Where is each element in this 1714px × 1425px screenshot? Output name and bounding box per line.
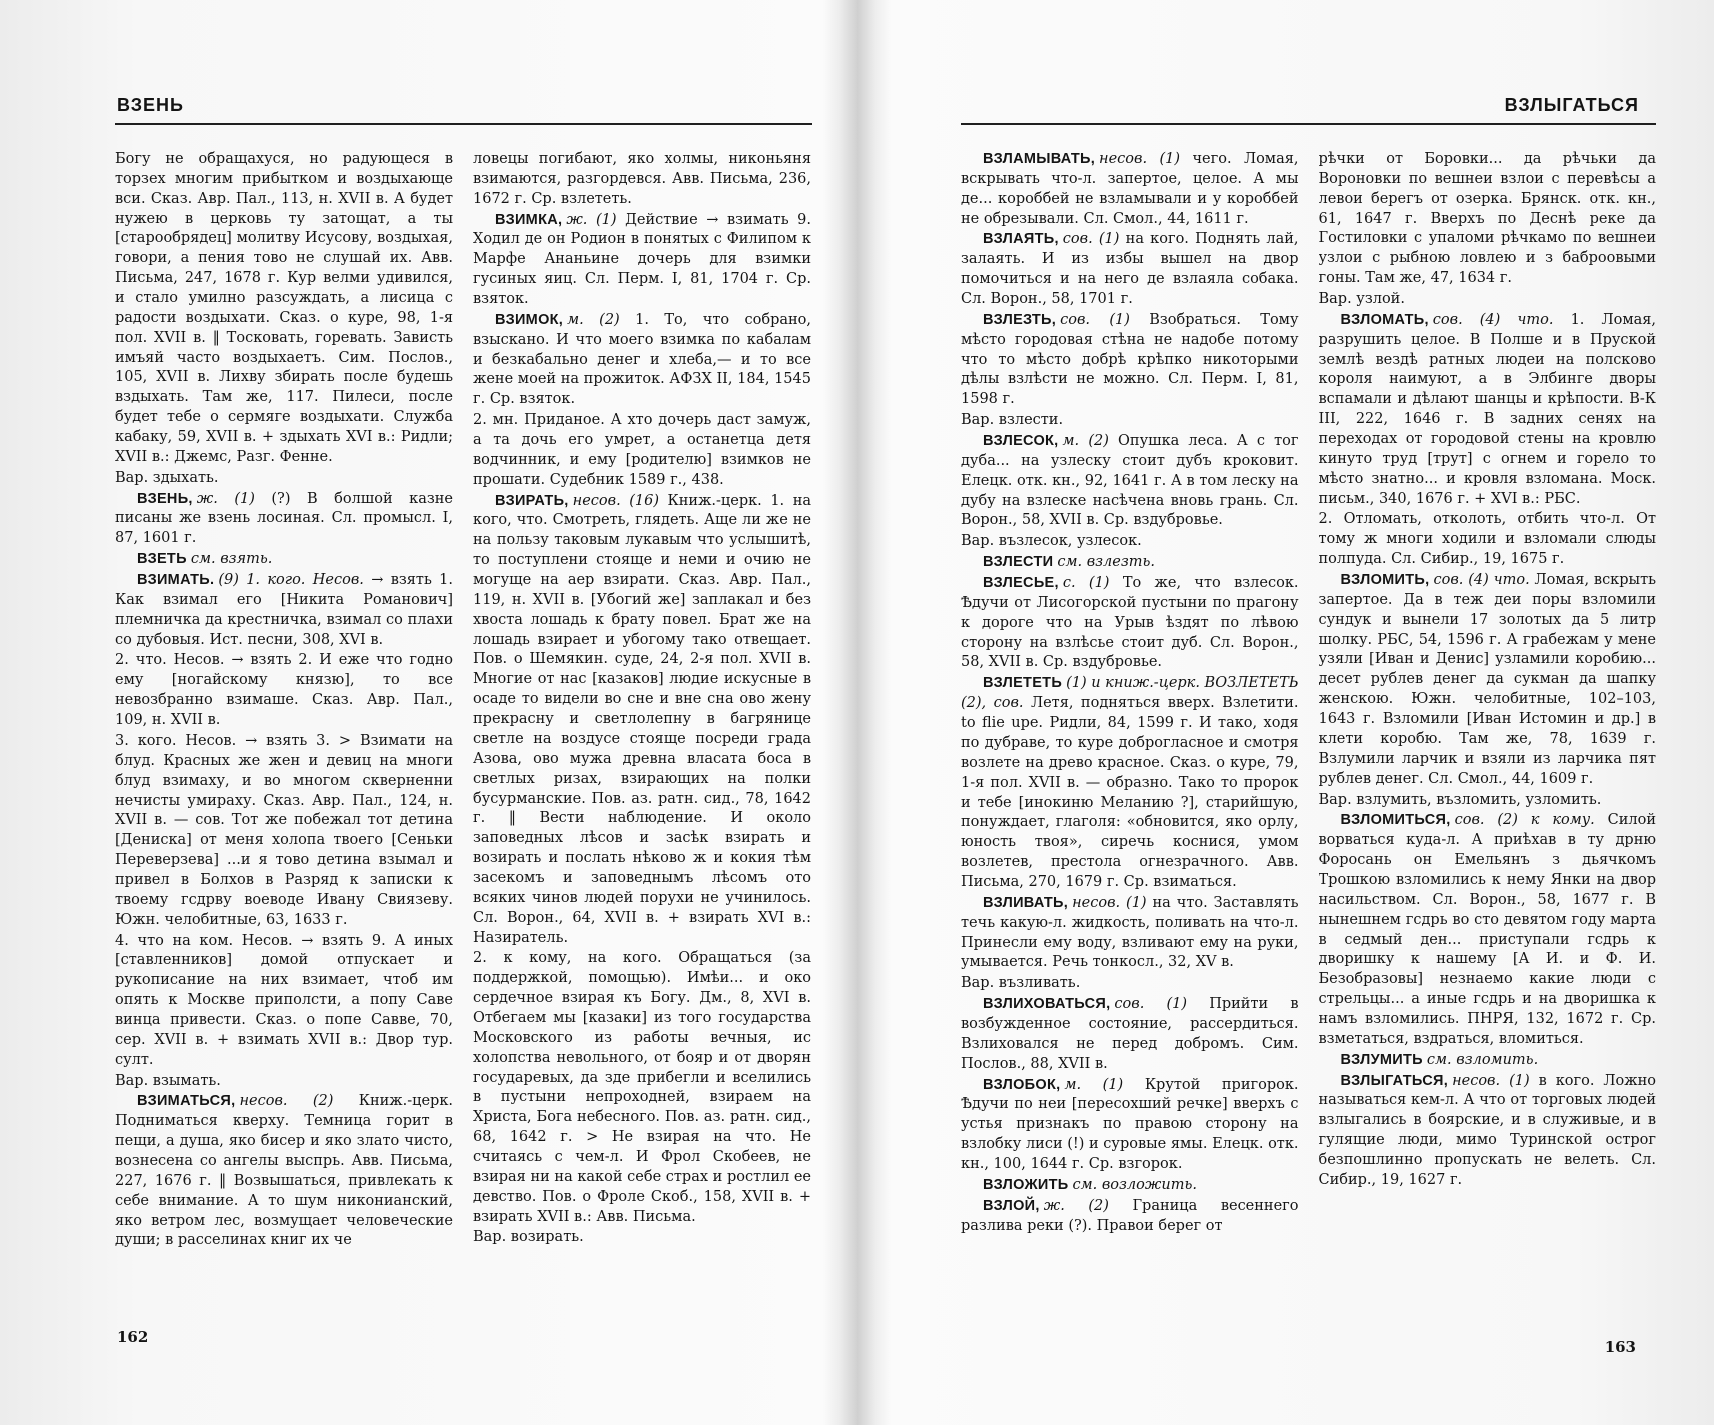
grammar-label: сов. (1) [1114,996,1188,1013]
entry-continuation [1319,150,1657,289]
grammar-label: несов. (16) [572,492,659,509]
headword: ВЗИМКА, [495,211,563,228]
grammar-label: несов. (1) [1452,1072,1530,1089]
headword: ВЗЛЕЗТЬ, [983,311,1057,328]
entry-text: Книж.-церк. Подниматься кверху. Темница горит в пещи, а душа, яко бисер и яко злато чисто, вознесена со ангелы выспрь. Авв. Письма, 227, 1676 г. ‖ Возвышаться, привлекать к себе внимание. А то шум никонианский, яко ветром лес, возмущает человеческие души; в расселинах книг их че [115,1093,453,1249]
headword: ВЗЛОЙ, [983,1197,1040,1214]
entry-continuation [1319,791,1657,811]
entry-continuation [115,932,453,1071]
headword: ВЗЛЫГАТЬСЯ, [1340,1072,1449,1089]
entry-text: Вар. возирать. [473,1229,584,1246]
dictionary-entry [473,311,811,410]
entry-continuation [961,411,1299,431]
entry-text: Книж.-церк. 1. на кого, что. Смотреть, глядеть. Аще ли же не на пользу таковым лукавым что услышитѣ, то поступлени стояще и неми и очию не могуще на аер взирати. Сказ. Авр. Пал., 119, н. XVII в. [Убогий же] заплакал и без хвоста лошадь к брату повел. Брат же на лошадь взирает и убогому тако отвещает. Пов. о Шемякин. суде, 24, 2-я пол. XVII в. Многие от нас [казаков] людие искусные в осаде то видели во сне и вне сна ово жену прекрасну и светлолепну в багрянице светле на воздусе стояще посреди града Азова, ово мужа древна власата боса в светлых ризах, взирающих на полки бусурманские. Пов. аз. ратн. сид., 78, 1642 г. ‖ Вести наблюдение. И около заповедных лѣсов и засѣк взирать и возирать и послать нѣково ж и кокия тѣм засекомъ и заповеднымъ лѣсомъ ото всяких чинов людей порухи не учинилось. Сл. Ворон., 64, XVII в. + взирать XVI в.: Назиратель. [473,492,811,946]
grammar-label: ж. (1) [566,211,617,228]
entry-text: 2. к кому, на кого. Обращаться (за поддержкой, помощью). Имѣи... и око сердечное взирая къ Богу. Дм., 8, XVI в. Отбегаем мы [казаки] из того государства Московского из работы вечныя, ис холопства невольного, от бояр и от дворян государевых, да зде прибегли и вселились в пустыни непроходней, взираем на Христа, Бога небесного. Пов. аз. ратн. сид., 68, 1642 г. > Не взирая на что. Не считаясь с чем-л. И Фрол Скобеев, не взирая ни на какой себе страх и ростлил ее девство. Пов. о Фроле Скоб., 158, XVII в. + взирать XVII в.: Авв. Письма. [473,950,811,1225]
entry-text: в кого. Ложно называться кем-л. А что от торговых людей взлыгались в боярские, и в служивые, и в гулящие люди, мимо Туринской острог безпошлинно пропускать не велеть. Сл. Сибир., 19, 1627 г. [1318,1072,1656,1188]
grammar-label: м. (2) [567,311,620,328]
dictionary-entry [961,432,1299,531]
headword: ВЗЕНЬ, [137,490,193,507]
entry-continuation [961,532,1299,552]
entry-text: 1. То, что собрано, взыскано. И что моего взимка по кабалам и безкабально денег и хлеба,— и то все жене моей на прожиток. АФЗХ II, 184, 1545 г. Ср. взяток. [473,311,811,408]
grammar-label: м. (1) [1064,1076,1124,1093]
entry-continuation [473,1228,811,1248]
dictionary-entry [961,995,1299,1074]
entry-text: 2. мн. Приданое. А хто дочерь даст замуж, а та дочь его умрет, а останетца детя водчинник, и ему [родителю] взимков не прошати. Судебник 1589 г., 438. [473,412,811,488]
dictionary-entry [961,150,1299,229]
headword: ВЗЛОЖИТЬ [983,1176,1069,1193]
entry-text: Действие → взимать 9. Ходил де он Родион в понятых с Филипом к Марфе Ананьине дочерь для взимки гусиных яиц. Сл. Перм. I, 81, 1704 г. Ср. взяток. [473,211,811,308]
headword: ВЗИМАТЬ. [137,572,215,589]
right-page-number: 163 [1604,1338,1636,1356]
entry-text: (?) В болшой казне писаны же взень лосиная. Сл. промысл. I, 87, 1601 г. [115,490,453,547]
dictionary-entry [115,490,453,550]
right-column-2 [1319,150,1657,1330]
headword: ВЗИМОК, [495,311,564,328]
dictionary-entry [473,492,811,949]
entry-text: 1. Ломая, разрушить целое. В Полше и в Пруской землѣ вездѣ ратных людеи на полсково короля наимуют, а в Элбинге дворы вспамали и дѣлают шанцы и крѣпости. В-К III, 222, 1646 г. В задних сенях на переходах от городовой стены на кровлю кинуто труд [трут] с огнем и горело то мѣсто знатно... и кровля взломана. Моск. письм., 340, 1676 г. + XVI в.: РБС. [1318,311,1656,507]
headword: ВЗЛЕСЬЕ, [983,575,1059,592]
left-column-2 [473,150,811,1330]
headword: ВЗЛОМИТЬ, [1340,572,1430,589]
dictionary-entry [115,1092,453,1251]
grammar-label: ж. (1) [196,490,255,507]
dictionary-entry [961,230,1299,309]
entry-text: чего. Ломая, вскрывать что-л. запертое, целое. А мы де... короббей не взламывали и у короббей не обрезывали. Сл. Смол., 44, 1611 г. [961,151,1299,227]
entry-continuation [1319,510,1657,570]
right-page [857,0,1714,1425]
headword: ВЗЕТЬ [137,551,187,568]
entry-text: Летя, подняться вверх. Взлетити. to flie upe. Ридли, 84, 1599 г. И тако, ходя по дубраве, то куре доброгласное и смотря возлете на древо красное. Сказ. о куре, 79, 1-я пол. XVII в. — образно. Тако то пророк и тебе [инокиню Меланию ?], старийшую, понуждает, глаголя: «обновится, яко орлу, юность твоя», сиречь коснися, умом возлетев, престола огнезрачного. Авв. Письма, 270, 1679 г. Ср. взиматься. [961,695,1299,890]
entry-text: ловецы погибают, яко холмы, никоньяня взимаются, разгордевся. Авв. Письма, 236, 1672 г. Ср. взлететь. [473,151,811,207]
entry-text: Крутой пригорок. Ѣдучи по неи [пересохший речке] вверхъ с устья признакъ по правою сторону на взлобку лиси (!) и суровые ямы. Елецк. отк. кн., 100, 1644 г. Ср. взгорок. [961,1076,1299,1172]
entry-continuation [961,974,1299,994]
grammar-label: см. возложить. [1072,1176,1197,1193]
grammar-label: см. взять. [190,551,273,568]
grammar-label: сов. (4) что. [1432,311,1554,328]
entry-text: Вар. узлой. [1318,291,1405,308]
entry-continuation [473,150,811,210]
entry-text: на что. Заставлять течь какую-л. жидкость, поливать на что-л. Принесли ему воду, взливают ему на руки, умывается. Речь тонкосл., 32, XV в. [961,894,1299,971]
grammar-label: см. взлезть. [1057,554,1156,571]
grammar-label: несов. (1) [1072,894,1147,911]
entry-text: То же, что взлесок. Ѣдучи от Лисогорской пустыни по прагону к дороге что на Урыв ѣздят по лѣвою сторону на взлѣсье стоит дуб. Сл. Ворон., 58, XVII в. Ср. вздубровье. [961,575,1299,671]
grammar-label: ж. (2) [1043,1197,1109,1214]
headword: ВЗЛЕСОК, [983,433,1059,450]
entry-text: 3. кого. Несов. → взять 3. > Взимати на блуд. Красных же жен и девиц на многи блуд взимаху, и во многом скверненни нечисты умираху. Сказ. Авр. Пал., 124, н. XVII в. — сов. Тот же побежал тот детина [Дениска] от меня холопа твоего [Сеньки Переверзева] ...и я тово детина взымал и привел в Болхов в Разряд к записки к твоему гсдрву воеводе Ивану Свиязеву. Южн. челобитные, 63, 1633 г. [115,732,453,928]
right-running-head [857,95,1714,129]
entry-text: на кого. Поднять лай, залаять. И из избы вышел на двор помочиться и на него де взлаяла собака. Сл. Ворон., 58, 1701 г. [961,231,1299,308]
dictionary-entry [1319,1051,1657,1071]
dictionary-entry [115,550,453,570]
entry-continuation [473,411,811,490]
dictionary-entry [961,894,1299,973]
dictionary-entry [115,571,453,650]
entry-continuation [115,1072,453,1092]
entry-text: 2. что. Несов. → взять 2. И еже что годно ему [ногайскому князю], то все невозбранно взимаше. Сказ. Авр. Пал., 109, н. XVII в. [115,652,453,729]
entry-text: Ломая, вскрыть запертое. Да в теж деи поры взломили сундук и вынели 17 золотых да 5 литр шолку. РБС, 54, 1596 г. А грабежам у мене узяли [Иван и Денис] узламили коробию... десет рублев денег да сукман да шапку женскою. Южн. челобитные, 102–103, 1643 г. Взломили [Иван Истомин и др.] в клети коробю. Там же, 78, 1639 г. Взлумили ларчик и взяли из ларчика пят рублев денег. Сл. Смол., 44, 1609 г. [1318,572,1656,787]
left-page-number: 162 [117,1328,149,1346]
right-columns [961,150,1656,1330]
right-gutter-shade [857,0,875,1425]
entry-text: взять 1. Как взимал его [Никита Романович] племничка да крестничка, взимал со плахи со дубовыя. Ист. песни, 308, XVI в. [115,572,453,648]
headword: ВЗИРАТЬ, [495,492,569,509]
dictionary-entry [1319,571,1657,789]
right-column-1 [961,150,1299,1330]
headword: ВЗЛАЯТЬ, [983,231,1059,248]
entry-continuation [1319,290,1657,310]
dictionary-entry [961,1197,1299,1237]
dictionary-entry [1319,1072,1657,1191]
left-header-rule [115,123,812,125]
dictionary-entry [961,1176,1299,1196]
dictionary-entry [961,574,1299,673]
headword: ВЗЛАМЫВАТЬ, [983,151,1096,167]
headword: ВЗЛЕТЕТЬ [983,675,1063,692]
headword: ВЗЛУМИТЬ [1340,1051,1423,1068]
entry-text: Опушка леса. А с тог дуба... на узлеску стоит дубъ кроковит. Елецк. отк. кн., 92, 1641 г. А в том леску на дубу на взлеске насѣчена вновь грань. Сл. Ворон., 58, XVII в. Ср. вздубровье. [961,433,1299,529]
headword: ВЗЛОМАТЬ, [1340,311,1429,328]
left-column-1 [115,150,453,1330]
entry-continuation [115,150,453,468]
entry-continuation [115,469,453,489]
right-running-head-word: ВЗЛЫГАТЬСЯ [1504,95,1639,115]
entry-text: Силой ворваться куда-л. А приѣхав в ту дрню Форосань он Емельянъ з дьячкомъ Трошкою взломились к нему Янки на двор насильством. Сл. Ворон., 58, 1677 г. В нынешнем гсдрь во сто девятом году марта в седмый ден... приступали гсдрь к дворишку к нашему [А И. и Ф. И. Безобразовы] незнаемо какие люди с стрельцы... а иные гсдрь и на дворишка к намъ взломились. ПНРЯ, 132, 1672 г. Ср. взметаться, вздраться, вломиться. [1318,812,1656,1047]
grammar-label: сов. (1) [1060,311,1130,328]
grammar-label: сов. (2) к кому. [1454,812,1595,829]
left-gutter-shade [839,0,857,1425]
headword: ВЗЛИХОВАТЬСЯ, [983,996,1111,1013]
grammar-label: несов. (2) [239,1093,334,1110]
grammar-label: см. взломить. [1426,1051,1539,1068]
left-running-head [0,95,857,129]
headword: ВЗЛЕСТИ [983,554,1054,571]
headword: ВЗЛОМИТЬСЯ, [1340,812,1451,829]
entry-text: Вар. взымать. [115,1072,221,1089]
entry-continuation [473,949,811,1227]
entry-text: рѣчки от Боровки... да рѣчьки да Вороновки по вешнеи взлои с перевѣсы а левои берегъ от озерка. Брянск. отк. кн., 61, 1647 г. Вверхъ по Деснѣ реке да Гостиловки с упаломи рѣчкамо по вешнеи узлои с рыбною ловлею и з баброовыми гоны. Там же, 47, 1634 г. [1318,151,1656,287]
entry-continuation [115,732,453,931]
entry-text: Вар. възливать. [961,975,1081,992]
headword: ВЗИМАТЬСЯ, [137,1093,236,1110]
dictionary-entry [1319,811,1657,1049]
entry-text: Прийти в возбужденное состояние, рассердиться. Взлиховался не перед добромъ. Сим. Послов., 88, XVII в. [961,996,1299,1072]
entry-text: Вар. взлумить, възломить, узломить. [1318,791,1602,808]
entry-text: 4. что на ком. Несов. → взять 9. А иных [ставленников] домой отпускает и рукописание на них взимает, чтоб им опять к Москве приполсти, а попу Саве винца привести. Сказ. о попе Савве, 70, сер. XVII в. + взимать XVII в.: Двор тур. султ. [115,932,453,1068]
entry-text: Вар. възлесок, узлесок. [961,533,1142,550]
right-header-rule [961,123,1656,125]
dictionary-entry [961,311,1299,410]
grammar-label: м. (2) [1062,433,1109,450]
left-columns [115,150,812,1330]
dictionary-entry [961,674,1299,892]
headword: ВЗЛИВАТЬ, [983,894,1069,911]
entry-text: Граница весеннего разлива реки (?). Правои берег от [961,1197,1299,1234]
entry-continuation [115,651,453,730]
grammar-label: несов. (1) [1099,151,1181,167]
entry-text: Вар. взлести. [961,412,1064,429]
entry-text: Взобраться. Тому мѣсто городовая стѣна не надобе потому что то мѣсто добрѣ крѣпко никоторыми дѣлы взлѣсти не можно. Сл. Перм. I, 81, 1598 г. [961,311,1299,408]
grammar-label: с. (1) [1062,575,1110,592]
left-running-head-word: ВЗЕНЬ [117,95,184,115]
entry-text: Богу не обращахуся, но радующеся в торзех многим прибытком и воздыхающе вси. Сказ. Авр. Пал., 113, н. XVII в. А будет нужею в церковь ту затощат, а ты [старообрядец] молитву Исусову, воздыхая, говори, а пения тово не слушай их. Авв. Письма, 247, 1678 г. Кур велми удивился, и стало умилно разсуждать, а лисица с радости воздыхати. Сказ. о куре, 98, 1-я пол. XVII в. ‖ Тосковать, горевать. Зависть имъяй часто воздыхаетъ. Сим. Послов., 105, XVII в. Лихву збирать после будешь вздыхать. Там же, 117. Пилеси, после будет тебе о сермяге воздыхати. Служба кабаку, 59, XVII в. + здыхать XVI в.: Ридли; XVII в.: Джемс, Разг. Фенне. [115,151,453,465]
dictionary-entry [473,211,811,310]
dictionary-entry [961,1076,1299,1175]
grammar-label: (9) 1. кого. Несов. → [218,572,384,589]
dictionary-entry [961,553,1299,573]
grammar-label: сов. (1) [1062,231,1120,248]
entry-text: Вар. здыхать. [115,469,219,486]
dictionary-entry [1319,311,1657,510]
headword: ВЗЛОБОК, [983,1076,1061,1093]
grammar-label: сов. (4) что. [1433,572,1530,589]
entry-text: 2. Отломать, отколоть, отбить что-л. От тому ж многи ходили и взломали слюды полпуда. Сл. Сибир., 19, 1675 г. [1318,511,1656,568]
grammar-label: (1) и книж.-церк. ВОЗЛЕТЕТЬ (2), сов. [961,675,1299,712]
right-page-inner [857,0,1714,1425]
